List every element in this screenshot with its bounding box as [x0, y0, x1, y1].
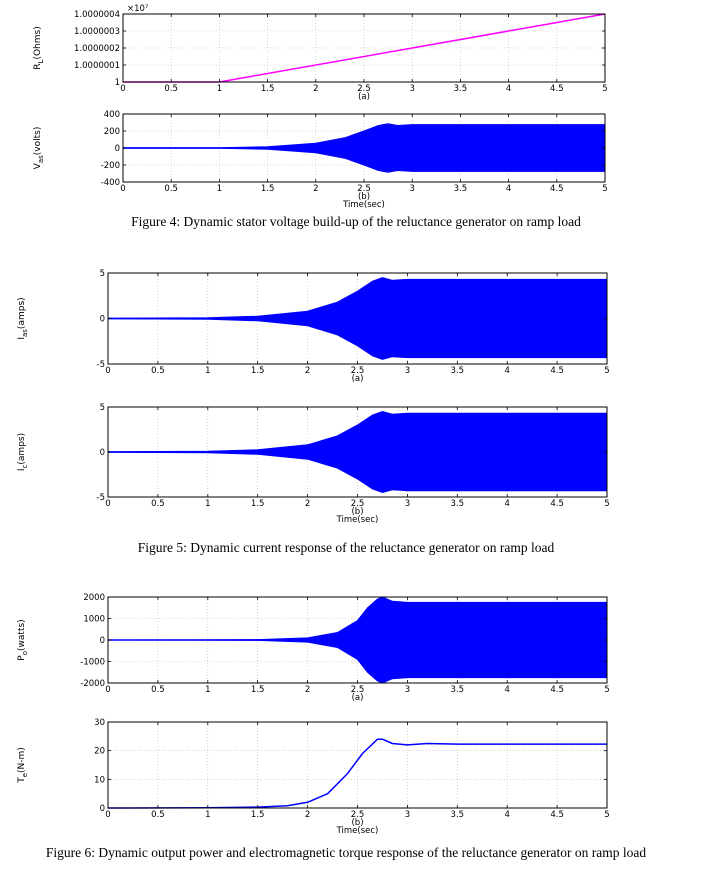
x-tick-label: 3.5 — [450, 499, 465, 509]
y-axis-label-unit: (amps) — [17, 297, 27, 330]
x-tick-label: 3.5 — [450, 366, 465, 376]
chart-3 — [17, 269, 610, 384]
x-tick-label: 4 — [505, 184, 512, 194]
x-tick-label: 1.5 — [260, 184, 275, 194]
y-axis-label — [17, 619, 29, 660]
x-tick-label: 1 — [205, 499, 211, 509]
y-axis-label-main: I — [17, 468, 27, 472]
chart-2 — [33, 110, 608, 210]
y-tick-label: 1000 — [83, 614, 105, 625]
panel-label: (a) — [351, 693, 364, 703]
grid — [123, 14, 605, 82]
figure-5-caption: Figure 5: Dynamic current response of the reluctance generator on ramp load — [137, 540, 555, 555]
x-tick-label: 0 — [105, 685, 111, 695]
axis-multiplier: ×10⁷ — [127, 4, 149, 14]
y-axis-label-main: T — [17, 777, 27, 783]
y-tick-label: 400 — [103, 110, 120, 120]
y-tick-label: 30 — [94, 718, 105, 728]
y-tick-label: 5 — [99, 403, 105, 413]
chart-1 — [33, 4, 608, 102]
y-axis-label-sub: as — [37, 155, 45, 164]
y-axis-label — [17, 433, 29, 471]
x-tick-label: 1 — [205, 366, 211, 376]
y-axis-label-main: P — [17, 655, 27, 661]
chart-5 — [17, 593, 610, 703]
x-tick-label: 4.5 — [550, 366, 564, 376]
x-tick-label: 0 — [120, 184, 126, 194]
x-tick-label: 5 — [604, 685, 610, 695]
x-axis-label: Time(sec) — [343, 200, 385, 210]
x-tick-label: 5 — [604, 810, 610, 820]
panel-label: (b) — [357, 192, 371, 202]
y-axis-label-sub: o — [21, 650, 29, 656]
panel-label: (a) — [358, 92, 370, 102]
x-tick-label: 1.5 — [250, 499, 265, 509]
x-tick-label: 5 — [604, 499, 610, 509]
y-axis-label-unit: (N-m) — [17, 747, 27, 773]
y-axis-label — [17, 747, 29, 784]
x-tick-label: 1 — [216, 184, 223, 194]
y-tick-label: -1000 — [80, 657, 105, 668]
x-tick-label: 1 — [205, 685, 211, 695]
x-tick-label: 3 — [409, 184, 415, 194]
y-tick-label: 1.0000002 — [74, 44, 120, 54]
chart-6 — [17, 718, 610, 836]
y-axis-label-unit: (volts) — [33, 126, 43, 156]
x-tick-label: 4.5 — [550, 810, 564, 820]
y-axis-label-main: R — [33, 63, 43, 70]
y-tick-label: 1 — [114, 78, 120, 88]
x-axis-label: Time(sec) — [336, 826, 379, 836]
x-tick-label: 1.5 — [260, 84, 275, 94]
y-axis-label-sub: as — [21, 329, 29, 337]
y-tick-label: 20 — [94, 746, 105, 757]
y-axis-label-sub: e — [21, 772, 29, 778]
y-tick-label: 1.0000001 — [74, 61, 120, 71]
x-tick-label: 1.5 — [250, 366, 265, 376]
x-tick-label: 4.5 — [550, 84, 564, 94]
y-tick-label: 0 — [114, 144, 120, 154]
x-tick-label: 3.5 — [450, 685, 465, 695]
y-axis-label — [17, 297, 29, 339]
y-axis-label-sub: L — [37, 59, 45, 64]
y-axis-label — [33, 26, 45, 69]
chart-panels — [17, 4, 610, 836]
x-tick-label: 4 — [504, 685, 510, 695]
y-axis-label-sub: c — [21, 464, 29, 469]
x-tick-label: 0.5 — [151, 685, 165, 695]
x-tick-label: 5 — [602, 184, 608, 194]
y-tick-label: -400 — [100, 178, 120, 188]
x-tick-label: 2.5 — [350, 810, 365, 820]
panel-label: (b) — [351, 507, 364, 517]
grid — [108, 722, 607, 808]
y-axis-label — [33, 127, 45, 170]
x-tick-label: 4 — [504, 366, 510, 376]
x-tick-label: 0.5 — [151, 810, 165, 820]
y-tick-label: 1.0000003 — [74, 27, 120, 37]
figure-6-caption: Figure 6: Dynamic output power and electromagnetic torque response of the reluctance generator on ramp load — [45, 845, 647, 860]
x-tick-label: 3 — [404, 499, 411, 509]
x-tick-label: 2 — [304, 366, 311, 376]
x-tick-label: 5 — [604, 366, 610, 376]
y-tick-label: 1.0000004 — [74, 10, 120, 20]
y-tick-label: 10 — [94, 775, 105, 786]
x-tick-label: 2 — [304, 685, 311, 695]
x-tick-label: 2 — [313, 84, 319, 94]
x-tick-label: 0.5 — [164, 84, 178, 94]
x-tick-label: 4.5 — [550, 685, 564, 695]
y-tick-label: -5 — [96, 360, 105, 370]
x-tick-label: 2.5 — [350, 499, 365, 509]
x-tick-label: 0 — [105, 810, 111, 820]
x-tick-label: 2.5 — [350, 366, 365, 376]
y-tick-label: 0 — [99, 804, 105, 814]
x-tick-label: 0 — [105, 499, 111, 509]
x-tick-label: 3.5 — [450, 810, 465, 820]
y-tick-label: -200 — [100, 161, 120, 171]
y-tick-label: 0 — [99, 448, 105, 458]
y-axis-label-unit: (amps) — [17, 432, 27, 465]
x-tick-label: 0.5 — [164, 184, 178, 194]
panel-label: (b) — [351, 818, 364, 828]
x-tick-label: 2.5 — [350, 685, 365, 695]
x-tick-label: 4 — [504, 499, 510, 509]
x-axis-label: Time(sec) — [336, 515, 379, 525]
x-tick-label: 2 — [313, 184, 319, 194]
x-tick-label: 1.5 — [250, 810, 265, 820]
x-tick-label: 3 — [404, 685, 411, 695]
x-tick-label: 3.5 — [453, 184, 468, 194]
x-tick-label: 1.5 — [250, 685, 265, 695]
x-tick-label: 0 — [105, 366, 111, 376]
y-tick-label: 0 — [99, 636, 105, 646]
x-tick-label: 2 — [304, 499, 311, 509]
x-tick-label: 0.5 — [151, 366, 165, 376]
y-tick-label: -5 — [96, 493, 105, 503]
x-tick-label: 4 — [505, 84, 512, 94]
y-tick-label: 0 — [99, 314, 105, 325]
x-tick-label: 5 — [602, 84, 608, 94]
y-axis-label-unit: (watts) — [17, 619, 27, 651]
x-tick-label: 4 — [504, 810, 510, 820]
x-tick-label: 3 — [404, 810, 411, 820]
y-axis-label-unit: (Ohms) — [33, 26, 43, 60]
x-tick-label: 1 — [216, 84, 223, 94]
x-tick-label: 0 — [120, 84, 126, 94]
x-tick-label: 0.5 — [151, 499, 165, 509]
y-tick-label: 2000 — [83, 593, 105, 603]
x-tick-label: 2.5 — [357, 184, 371, 194]
y-tick-label: 5 — [99, 269, 105, 279]
y-tick-label: 200 — [103, 127, 120, 137]
chart-4 — [17, 403, 610, 525]
y-axis-label-main: I — [17, 337, 27, 340]
panel-label: (a) — [351, 374, 364, 384]
x-tick-label: 4.5 — [550, 499, 564, 509]
x-tick-label: 4.5 — [550, 184, 564, 194]
x-tick-label: 3 — [409, 84, 415, 94]
y-tick-label: -2000 — [80, 679, 105, 689]
x-tick-label: 2.5 — [357, 84, 371, 94]
x-tick-label: 2 — [304, 810, 311, 820]
x-tick-label: 3 — [404, 366, 411, 376]
y-axis-label-main: V — [33, 163, 43, 170]
x-tick-label: 1 — [205, 810, 211, 820]
figure-4-caption: Figure 4: Dynamic stator voltage build-up of the reluctance generator on ramp load — [131, 214, 581, 229]
x-tick-label: 3.5 — [453, 84, 468, 94]
